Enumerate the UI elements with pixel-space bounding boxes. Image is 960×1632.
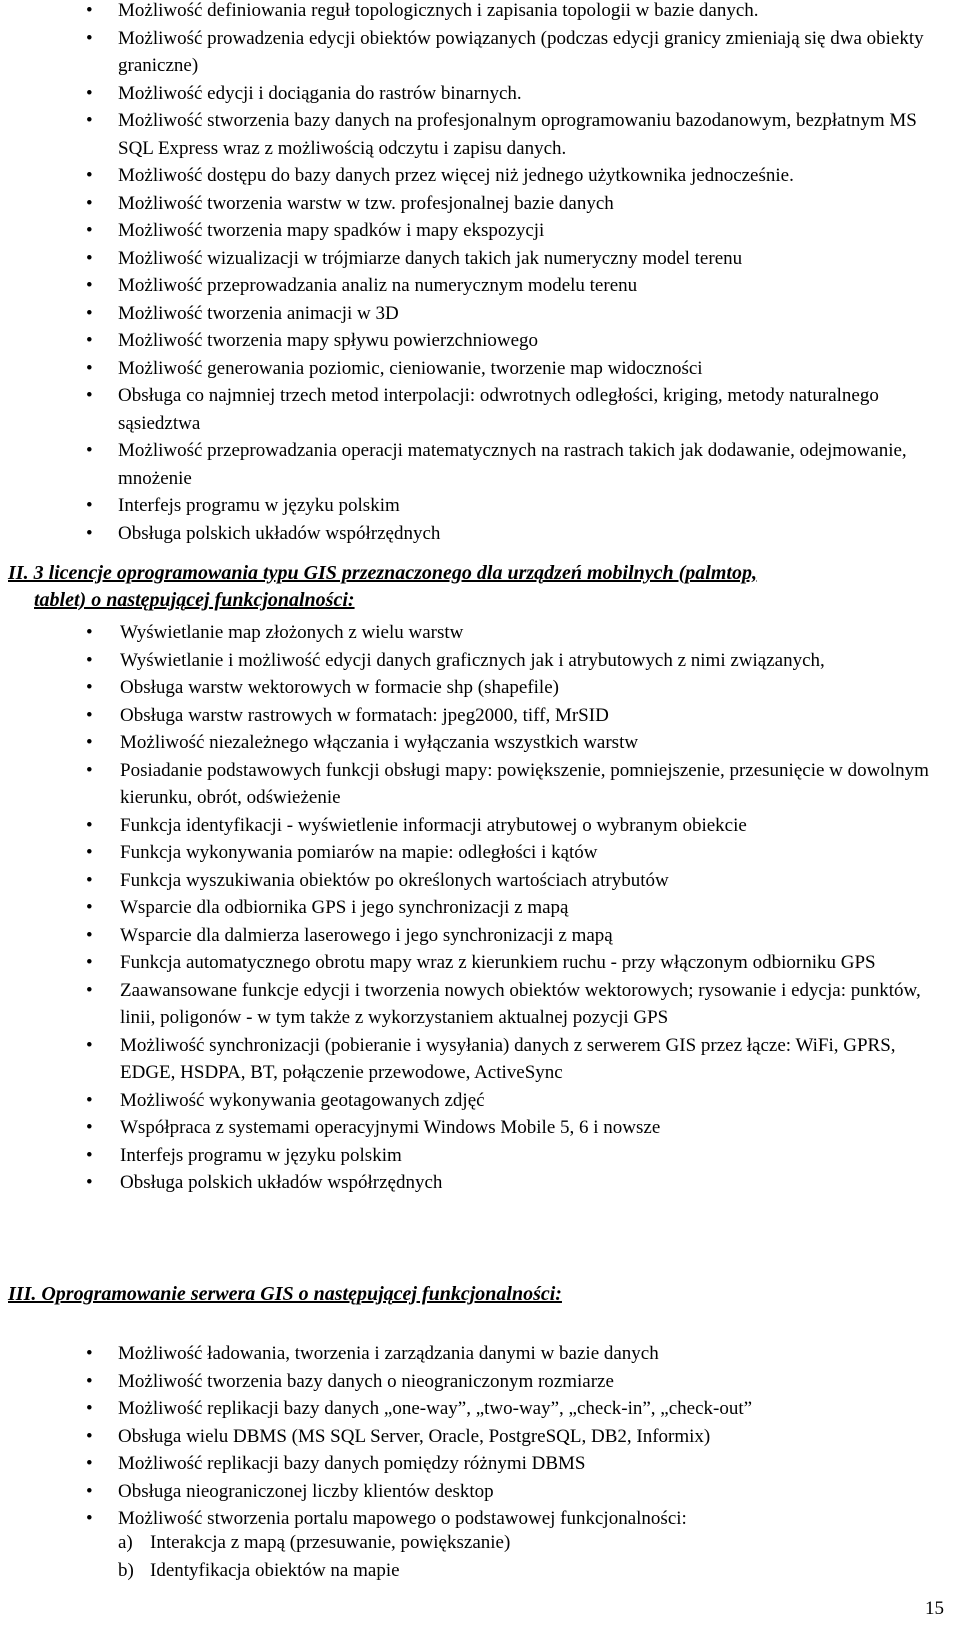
list-item: • Funkcja identyfikacji - wyświetlenie informacji atrybutowej o wybranym obiekcie (120, 812, 940, 840)
list-item: • Funkcja automatycznego obrotu mapy wraz z kierunkiem ruchu - przy włączonym odbiorniku GPS (120, 949, 940, 977)
list-item: • Współpraca z systemami operacyjnymi Windows Mobile 5, 6 i nowsze (120, 1114, 940, 1142)
list-item: • Możliwość ładowania, tworzenia i zarządzania danymi w bazie danych (118, 1340, 938, 1368)
list-item: • Możliwość replikacji bazy danych pomiędzy różnymi DBMS (118, 1450, 938, 1478)
list-item: • Interfejs programu w języku polskim (118, 492, 938, 520)
list-item: • Możliwość tworzenia mapy spływu powierzchniowego (118, 327, 938, 355)
list-item: • Możliwość stworzenia bazy danych na profesjonalnym oprogramowaniu bazodanowym, bezpłatnym MS SQL Express wraz z możliwością odczytu i zapisu danych. (118, 107, 938, 162)
list-item: • Posiadanie podstawowych funkcji obsługi mapy: powiększenie, pomniejszenie, przesunięcie w dowolnym kierunku, obrót, odświeżenie (120, 757, 940, 812)
list-item: • Obsługa warstw rastrowych w formatach: jpeg2000, tiff, MrSID (120, 702, 940, 730)
list-item: • Wsparcie dla dalmierza laserowego i jego synchronizacji z mapą (120, 922, 940, 950)
list-item: • Obsługa nieograniczonej liczby klientów desktop (118, 1478, 938, 1506)
list-item: • Możliwość dostępu do bazy danych przez więcej niż jednego użytkownika jednocześnie. (118, 162, 938, 190)
list-item: • Możliwość tworzenia animacji w 3D (118, 300, 938, 328)
list-item: • Możliwość wizualizacji w trójmiarze danych takich jak numeryczny model terenu (118, 245, 938, 273)
sublist-text: Interakcja z mapą (przesuwanie, powiększanie) (150, 1532, 511, 1553)
list-item: • Obsługa co najmniej trzech metod interpolacji: odwrotnych odległości, kriging, metody naturalnego sąsiedztwa (118, 382, 938, 437)
list-item: • Możliwość stworzenia portalu mapowego o podstawowej funkcjonalności: (118, 1505, 938, 1533)
list-item: • Obsługa warstw wektorowych w formacie shp (shapefile) (120, 674, 940, 702)
sublist-marker: b) (118, 1559, 134, 1581)
section-heading-server: III. Oprogramowanie serwera GIS o następującej funkcjonalności: (8, 1283, 562, 1305)
section-heading-line2: tablet) o następującej funkcjonalności: (34, 589, 355, 611)
list-item: • Zaawansowane funkcje edycji i tworzenia nowych obiektów wektorowych; rysowanie i edycja: punktów, linii, poligonów - w tym także z wykorzystaniem aktualnej pozycji GPS (120, 977, 940, 1032)
section-heading-line1: II. 3 licencje oprogramowania typu GIS przeznaczonego dla urządzeń mobilnych (palmtop, (8, 562, 757, 584)
list-item: • Obsługa polskich układów współrzędnych (120, 1169, 940, 1197)
feature-list-server (118, 1340, 938, 1533)
list-item: • Wyświetlanie map złożonych z wielu warstw (120, 619, 940, 647)
list-item: • Funkcja wykonywania pomiarów na mapie: odległości i kątów (120, 839, 940, 867)
list-item: • Możliwość niezależnego włączania i wyłączania wszystkich warstw (120, 729, 940, 757)
list-item: • Wsparcie dla odbiornika GPS i jego synchronizacji z mapą (120, 894, 940, 922)
list-item: • Możliwość generowania poziomic, cieniowanie, tworzenie map widoczności (118, 355, 938, 383)
list-item: • Możliwość przeprowadzania analiz na numerycznym modelu terenu (118, 272, 938, 300)
list-item: • Obsługa polskich układów współrzędnych (118, 520, 938, 548)
sublist-item (118, 1529, 918, 1557)
section-heading-mobile (8, 560, 948, 614)
list-item: • Możliwość synchronizacji (pobieranie i wysyłania) danych z serwerem GIS przez łącze: WiFi, GPRS, EDGE, HSDPA, BT, połączenie przewodowe, ActiveSync (120, 1032, 940, 1087)
list-item: • Możliwość definiowania reguł topologicznych i zapisania topologii w bazie danych. (118, 0, 938, 25)
list-item: • Funkcja wyszukiwania obiektów po określonych wartościach atrybutów (120, 867, 940, 895)
list-item: • Możliwość przeprowadzania operacji matematycznych na rastrach takich jak dodawanie, odejmowanie, mnożenie (118, 437, 938, 492)
list-item: • Możliwość replikacji bazy danych „one-way”, „two-way”, „check-in”, „check-out” (118, 1395, 938, 1423)
list-item: • Wyświetlanie i możliwość edycji danych graficznych jak i atrybutowych z nimi związanych, (120, 647, 940, 675)
page-number: 15 (925, 1598, 944, 1619)
list-item: • Interfejs programu w języku polskim (120, 1142, 940, 1170)
list-item: • Możliwość prowadzenia edycji obiektów powiązanych (podczas edycji granicy zmieniają się dwa obiekty graniczne) (118, 25, 938, 80)
feature-list-mobile (120, 619, 940, 1197)
sublist-marker: a) (118, 1532, 133, 1553)
sublist-item (118, 1557, 918, 1585)
feature-list-desktop (118, 0, 938, 547)
sublist-text: Identyfikacja obiektów na mapie (150, 1559, 400, 1581)
portal-sublist (118, 1529, 918, 1584)
list-item: • Możliwość tworzenia warstw w tzw. profesjonalnej bazie danych (118, 190, 938, 218)
list-item: • Obsługa wielu DBMS (MS SQL Server, Oracle, PostgreSQL, DB2, Informix) (118, 1423, 938, 1451)
list-item: • Możliwość tworzenia bazy danych o nieograniczonym rozmiarze (118, 1368, 938, 1396)
list-item: • Możliwość edycji i dociągania do rastrów binarnych. (118, 80, 938, 108)
list-item: • Możliwość wykonywania geotagowanych zdjęć (120, 1087, 940, 1115)
list-item: • Możliwość tworzenia mapy spadków i mapy ekspozycji (118, 217, 938, 245)
